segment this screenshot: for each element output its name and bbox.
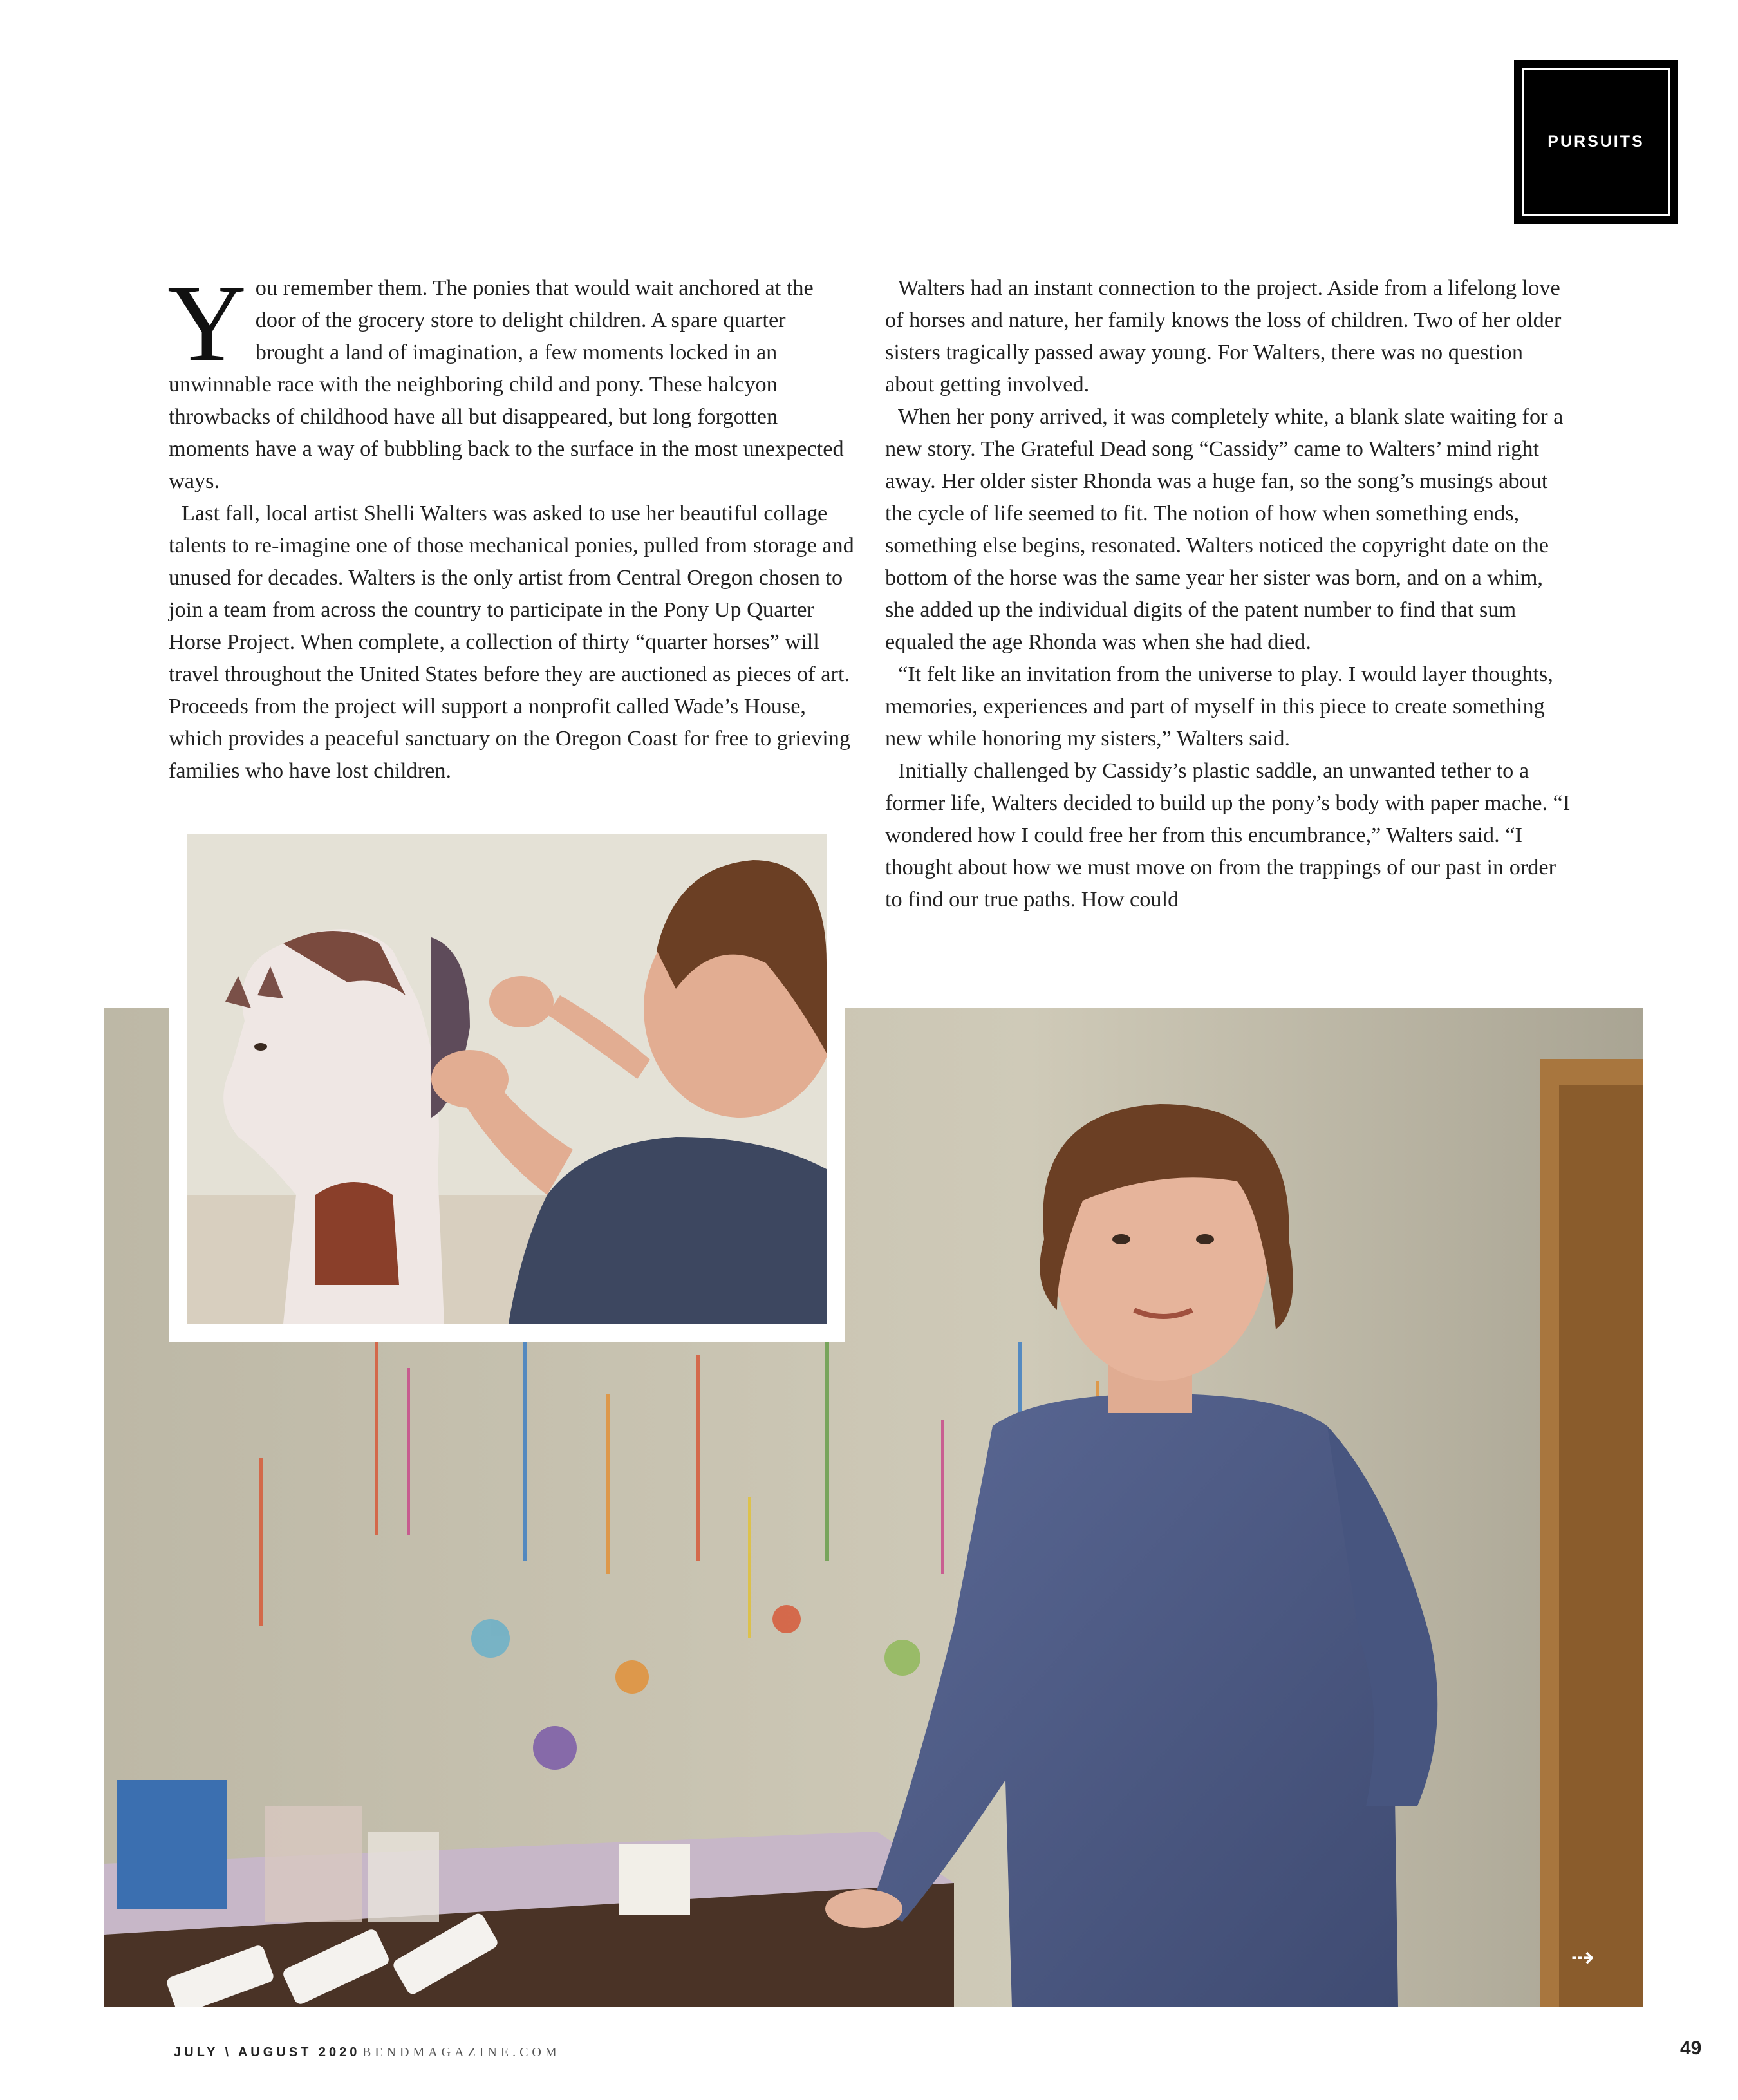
workshop-scene [187,834,827,1324]
footer-website[interactable]: BENDMAGAZINE.COM [362,2045,561,2059]
opening-paragraph [167,263,854,497]
body-paragraph: “It felt like an invitation from the universe to play. I would layer thoughts, memories, experiences and part of myself in this piece to create something new while honoring my sisters,” Walters said. [885,662,1553,751]
section-label: PURSUITS [1547,133,1645,151]
body-paragraph: When her pony arrived, it was completely white, a blank slate waiting for a new story. The Grateful Dead song “Cassidy” came to Walters’ mind right away. Her older sister Rhonda was a huge fan, so the song’s musings about the cycle of life seemed to fit. The notion of how when something ends, something else begins, resonated. Walters noticed the copyright date on the bottom of the horse was the same year her sister was born, and on a whim, she added up the individual digits of the patent number to find that sum equaled the age Rhonda was when she had died. [885,404,1564,654]
body-paragraph: Walters had an instant connection to the project. Aside from a lifelong love of horses and nature, her family knows the loss of children. Two of her older sisters tragically passed away young. For Walters, there was no question about getting involved. [885,276,1562,397]
body-paragraph: Initially challenged by Cassidy’s plastic saddle, an unwanted tether to a former life, Walters decided to build up the pony’s body with paper mache. “I wondered how I could free her from this encumbrance,” Walters said. “I thought about how we must move on from the trappings of our past in order to find our true paths. How could [885,758,1571,912]
body-paragraph: Last fall, local artist Shelli Walters was asked to use her beautiful collage talents to re-imagine one of those mechanical ponies, pulled from storage and unused for decades. Walters is the only artist from Central Oregon chosen to join a team from across the country to participate in the Pony Up Quarter Horse Project. When complete, a collection of thirty “quarter horses” will travel throughout the United States before they are auctioned as pieces of art. Proceeds from the project will support a nonprofit called Wade’s House, which provides a peaceful sanctuary on the Oregon Coast for free to grieving families who have lost children. [169,501,854,783]
opening-paragraph-text: ou remember them. The ponies that would wait anchored at the door of the grocery store to delight children. A spare quarter brought a land of imagination, a few moments locked in an unwinnable race with the neighboring child and pony. These halcyon throwbacks of childhood have all but disappeared, but long forgotten moments have a way of bubbling back to the surface in the most unexpected ways. [169,276,844,493]
footer-issue-date: JULY \ AUGUST 2020 [174,2045,360,2059]
inset-photo-artist-working-on-pony [187,834,827,1324]
continue-arrow-icon: ⇢ [1571,1941,1594,1974]
article-column-right [885,272,1577,915]
page-number: 49 [1680,2038,1702,2059]
section-tag [1514,60,1678,224]
article-column-left [167,263,854,787]
drop-cap: Y [167,263,247,384]
